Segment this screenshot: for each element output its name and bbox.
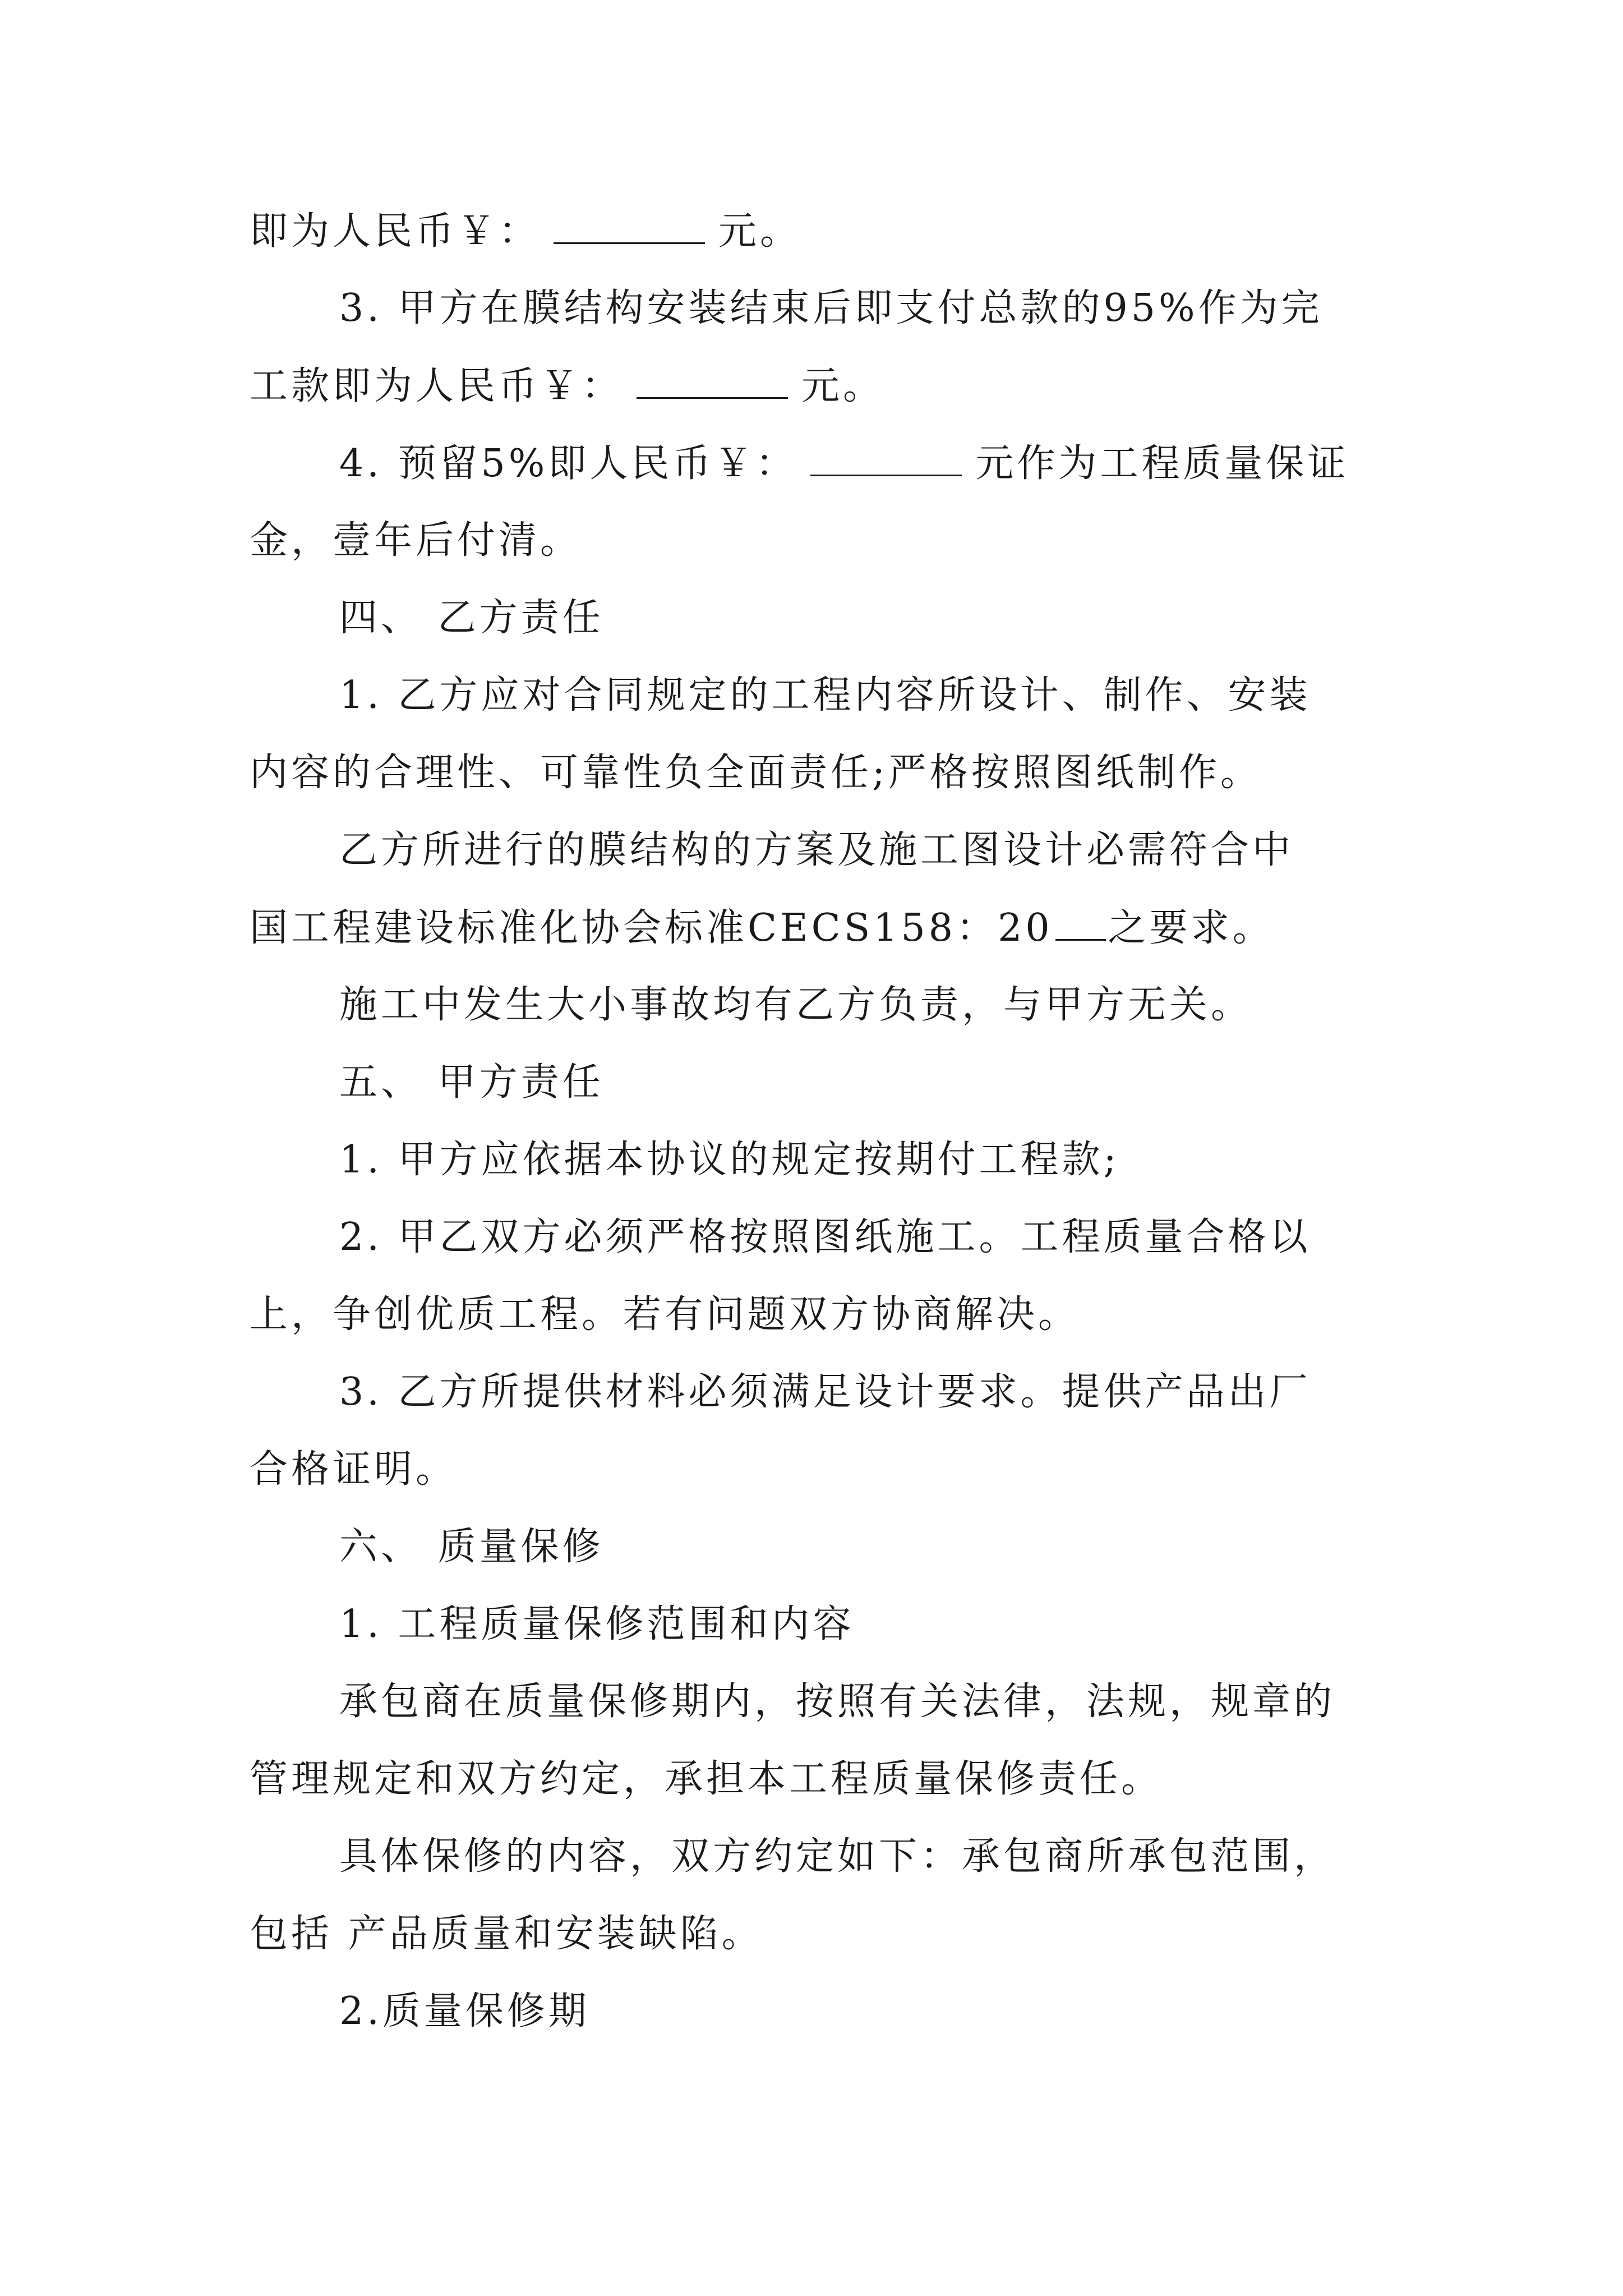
text-line: 3. 乙方所提供材料必须满足设计要求。提供产品出厂 — [339, 1370, 1311, 1414]
text-segment: 元作为工程质量保证 — [975, 441, 1349, 486]
text-line — [250, 209, 801, 254]
text-segment: 工款即为人民币￥： — [250, 364, 624, 408]
text-segment: 即为人民币￥： — [250, 209, 541, 254]
amount-blank — [637, 364, 788, 399]
section-heading: 五、 甲方责任 — [339, 1060, 604, 1105]
text-line: 上，争创优质工程。若有问题双方协商解决。 — [250, 1292, 1080, 1337]
text-segment: 之要求。 — [1108, 906, 1274, 950]
section-heading: 六、 质量保修 — [339, 1525, 604, 1569]
text-line: 包括 产品质量和安装缺陷。 — [250, 1912, 763, 1956]
text-segment: 4. 预留5%即人民币￥： — [339, 441, 797, 486]
text-line: 承包商在质量保修期内，按照有关法律，法规，规章的 — [339, 1680, 1336, 1724]
section-heading: 四、 乙方责任 — [339, 596, 604, 640]
text-line: 1. 乙方应对合同规定的工程内容所设计、制作、安装 — [339, 673, 1311, 717]
text-line: 2.质量保修期 — [339, 1989, 590, 2033]
text-segment: 元。 — [801, 364, 885, 408]
text-line: 施工中发生大小事故均有乙方负责，与甲方无关。 — [339, 983, 1253, 1027]
text-line — [250, 364, 884, 408]
text-line: 3. 甲方在膜结构安装结束后即支付总款的95%作为完 — [339, 286, 1323, 330]
text-line: 乙方所进行的膜结构的方案及施工图设计必需符合中 — [339, 828, 1294, 872]
text-line — [339, 441, 1349, 486]
text-line: 内容的合理性、可靠性负全面责任;严格按照图纸制作。 — [250, 751, 1262, 795]
year-blank — [1055, 905, 1106, 941]
text-line: 2. 甲乙双方必须严格按照图纸施工。工程质量合格以 — [339, 1215, 1311, 1259]
text-segment: 元。 — [718, 209, 802, 254]
text-line — [250, 905, 1274, 950]
text-line: 管理规定和双方约定，承担本工程质量保修责任。 — [250, 1757, 1163, 1801]
text-line: 具体保修的内容，双方约定如下：承包商所承包范围， — [339, 1834, 1336, 1879]
text-line: 合格证明。 — [250, 1447, 458, 1492]
text-line: 1. 甲方应依据本协议的规定按期付工程款; — [339, 1138, 1120, 1182]
text-line: 金，壹年后付清。 — [250, 518, 582, 563]
amount-blank — [810, 441, 962, 476]
text-segment: 国工程建设标准化协会标准CECS158：20 — [250, 906, 1053, 950]
text-line: 1. 工程质量保修范围和内容 — [339, 1602, 855, 1646]
amount-blank — [554, 209, 705, 244]
